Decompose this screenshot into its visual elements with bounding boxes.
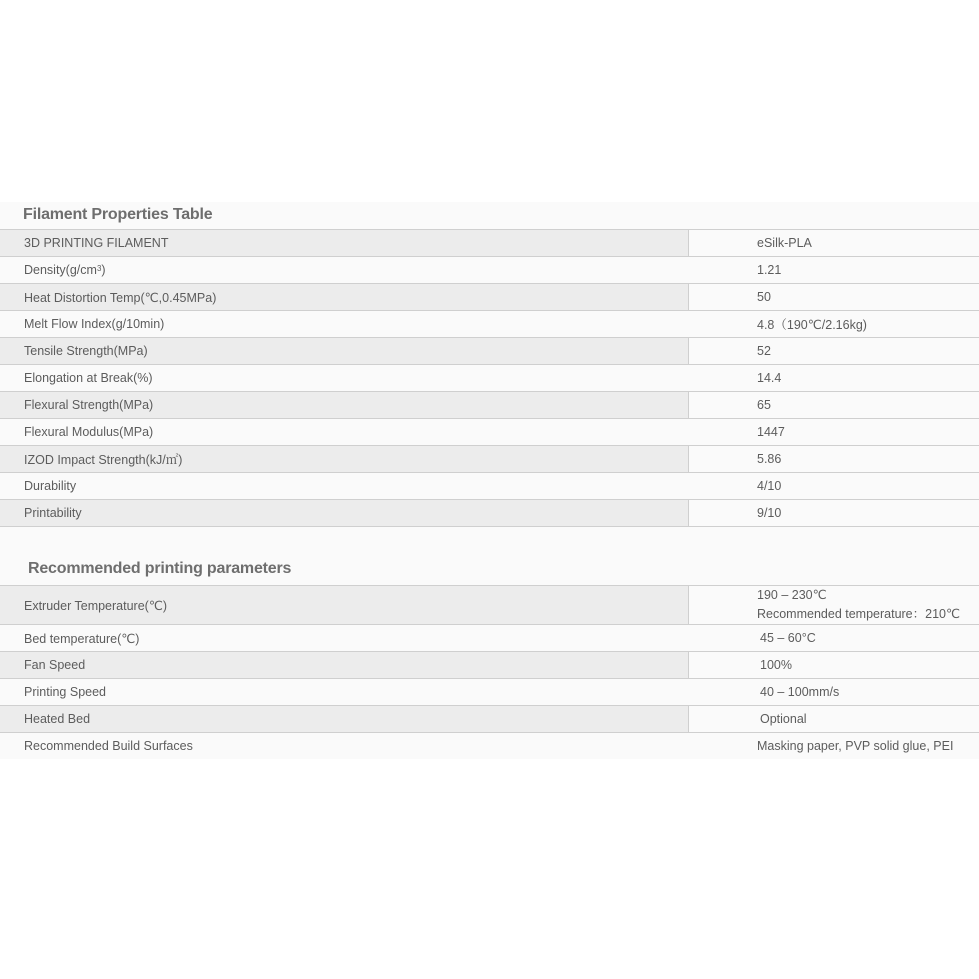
row-label: Melt Flow Index(g/10min) bbox=[24, 317, 165, 331]
temperature-range: 190 – 230℃ bbox=[757, 588, 827, 602]
row-label: Durability bbox=[24, 479, 77, 493]
row-label: Flexural Strength(MPa) bbox=[0, 392, 689, 418]
row-value: 50 bbox=[757, 290, 771, 304]
properties-table-title: Filament Properties Table bbox=[23, 206, 213, 223]
row-value: 100% bbox=[760, 658, 792, 672]
row-label: Elongation at Break(%) bbox=[24, 371, 153, 385]
table-row bbox=[0, 284, 979, 311]
table-row bbox=[0, 733, 979, 760]
row-label: Heat Distortion Temp(℃,0.45MPa) bbox=[0, 284, 689, 310]
row-label: Printing Speed bbox=[24, 685, 107, 699]
row-label: Printability bbox=[0, 500, 689, 526]
row-value: 1.21 bbox=[757, 263, 782, 277]
row-value bbox=[689, 586, 979, 624]
row-label: Flexural Modulus(MPa) bbox=[24, 425, 154, 439]
table-row bbox=[0, 419, 979, 446]
parameters-table bbox=[0, 585, 979, 760]
row-value: 9/10 bbox=[757, 506, 782, 520]
row-value: 40 – 100mm/s bbox=[760, 685, 840, 699]
row-value: 65 bbox=[757, 398, 771, 412]
table-row bbox=[0, 625, 979, 652]
label-tail: ) bbox=[101, 263, 106, 277]
row-label: Tensile Strength(MPa) bbox=[0, 338, 689, 364]
parameters-table-title: Recommended printing parameters bbox=[28, 560, 292, 577]
row-label bbox=[0, 257, 689, 283]
table-row bbox=[0, 311, 979, 338]
row-value: Masking paper, PVP solid glue, PEI bbox=[757, 739, 954, 753]
table-row bbox=[0, 679, 979, 706]
table-row bbox=[0, 706, 979, 733]
table-row bbox=[0, 586, 979, 625]
row-label: Bed temperature(℃) bbox=[24, 631, 140, 646]
row-value: 52 bbox=[757, 344, 771, 358]
label-text: Density(g/cm bbox=[24, 263, 97, 277]
table-row bbox=[0, 446, 979, 473]
table-row bbox=[0, 257, 979, 284]
row-value: Optional bbox=[760, 712, 807, 726]
table-row bbox=[0, 473, 979, 500]
row-value: 4/10 bbox=[757, 479, 782, 493]
row-label: Fan Speed bbox=[0, 652, 689, 678]
row-value: 14.4 bbox=[757, 371, 782, 385]
row-value: 1447 bbox=[757, 425, 785, 439]
row-label: 3D PRINTING FILAMENT bbox=[0, 230, 689, 256]
properties-table bbox=[0, 229, 979, 527]
row-value: 5.86 bbox=[757, 452, 782, 466]
table-row bbox=[0, 338, 979, 365]
row-label: Extruder Temperature(℃) bbox=[0, 586, 689, 624]
row-value: 4.8（190℃/2.16kg) bbox=[757, 318, 867, 332]
label-superscript: 3 bbox=[96, 263, 102, 273]
table-row bbox=[0, 500, 979, 527]
table-row bbox=[0, 230, 979, 257]
row-label: Recommended Build Surfaces bbox=[24, 739, 193, 753]
table-row bbox=[0, 652, 979, 679]
row-value: eSilk-PLA bbox=[757, 236, 812, 250]
row-label: Heated Bed bbox=[0, 706, 689, 732]
table-row bbox=[0, 365, 979, 392]
table-row bbox=[0, 392, 979, 419]
row-label: IZOD Impact Strength(kJ/㎡) bbox=[0, 446, 689, 472]
recommended-temperature: Recommended temperature：210℃ bbox=[757, 607, 961, 621]
row-value: 45 – 60°C bbox=[760, 631, 816, 645]
